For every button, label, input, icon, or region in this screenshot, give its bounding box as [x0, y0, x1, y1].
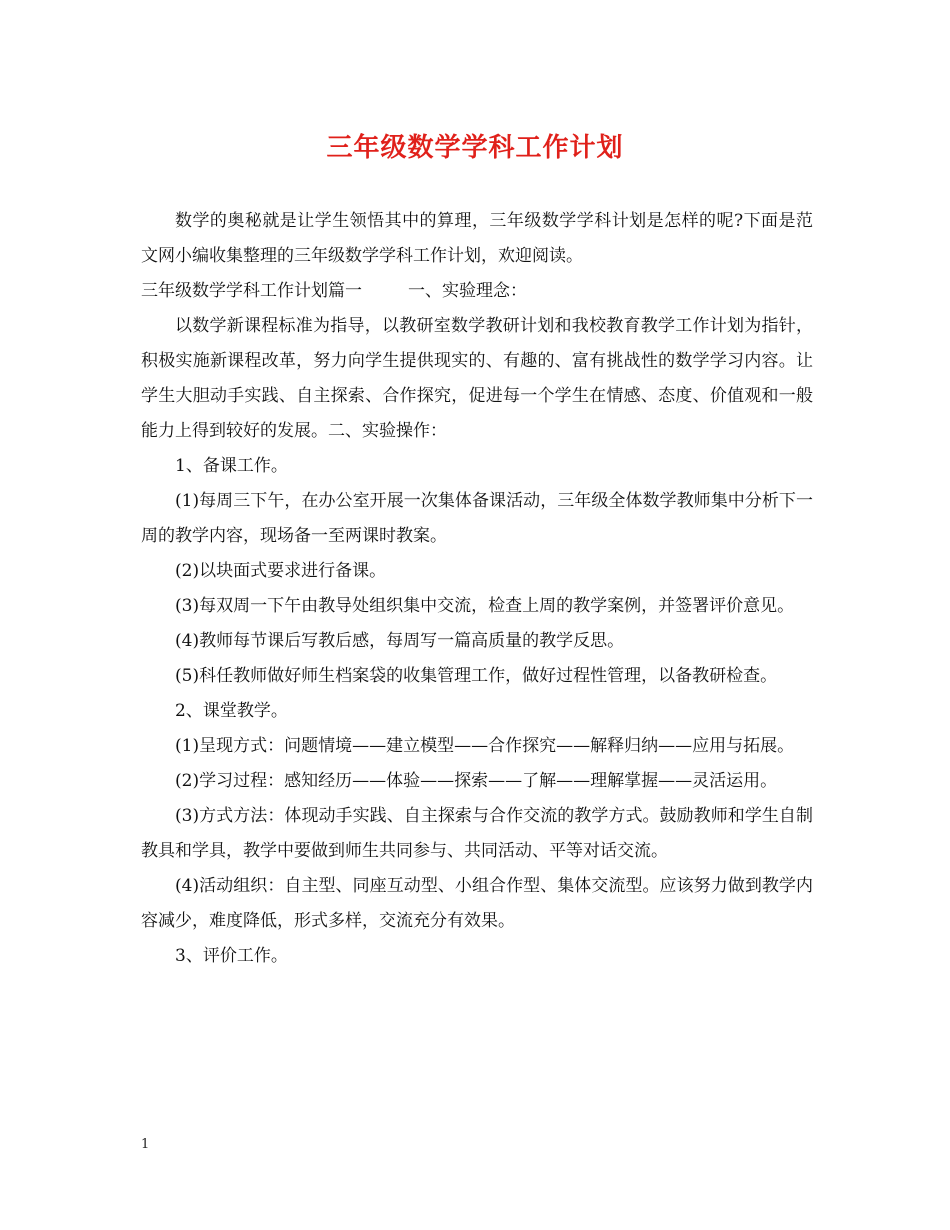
list-item: (1)每周三下午，在办公室开展一次集体备课活动，三年级全体数学教师集中分析下一周的教学内容，现场备一至两课时教案。 — [141, 491, 813, 546]
document-body — [141, 204, 813, 974]
subheading-lesson-prep: 1、备课工作。 — [175, 456, 288, 476]
list-item: (2)以块面式要求进行备课。 — [175, 561, 387, 581]
list-item: (1)呈现方式：问题情境——建立模型——合作探究——解释归纳——应用与拓展。 — [175, 736, 795, 756]
list-item: (3)方式方法：体现动手实践、自主探索与合作交流的教学方式。鼓励教师和学生自制教具和学具，教学中要做到师生共同参与、共同活动、平等对话交流。 — [141, 806, 813, 861]
section-subtitle: 一、实验理念： — [408, 281, 527, 301]
list-item: (5)科任教师做好师生档案袋的收集管理工作，做好过程性管理，以备教研检查。 — [175, 666, 778, 686]
list-item: (3)每双周一下午由教导处组织集中交流，检查上周的教学案例，并签署评价意见。 — [175, 596, 795, 616]
list-item: (4)活动组织：自主型、同座互动型、小组合作型、集体交流型。应该努力做到教学内容减少，难度降低，形式多样，交流充分有效果。 — [141, 876, 813, 931]
section-title: 三年级数学学科工作计划篇一 — [141, 281, 362, 301]
list-item: (4)教师每节课后写教后感，每周写一篇高质量的教学反思。 — [175, 631, 625, 651]
subheading-evaluation: 3、评价工作。 — [175, 946, 288, 966]
page-number: 1 — [141, 1137, 150, 1152]
document-title: 三年级数学学科工作计划 — [326, 133, 624, 163]
subheading-classroom: 2、课堂教学。 — [175, 701, 288, 721]
section-heading-line — [141, 274, 813, 309]
list-item: (2)学习过程：感知经历——体验——探索——了解——理解掌握——灵活运用。 — [175, 771, 778, 791]
intro-paragraph: 数学的奥秘就是让学生领悟其中的算理，三年级数学学科计划是怎样的呢?下面是范文网小编收集整理的三年级数学学科工作计划，欢迎阅读。 — [141, 211, 813, 266]
philosophy-paragraph: 以数学新课程标准为指导，以教研室数学教研计划和我校教育教学工作计划为指针，积极实施新课程改革，努力向学生提供现实的、有趣的、富有挑战性的数学学习内容。让学生大胆动手实践、自主探索、合作探究，促进每一个学生在情感、态度、价值观和一般能力上得到较好的发展。二、实验操作： — [141, 316, 813, 441]
